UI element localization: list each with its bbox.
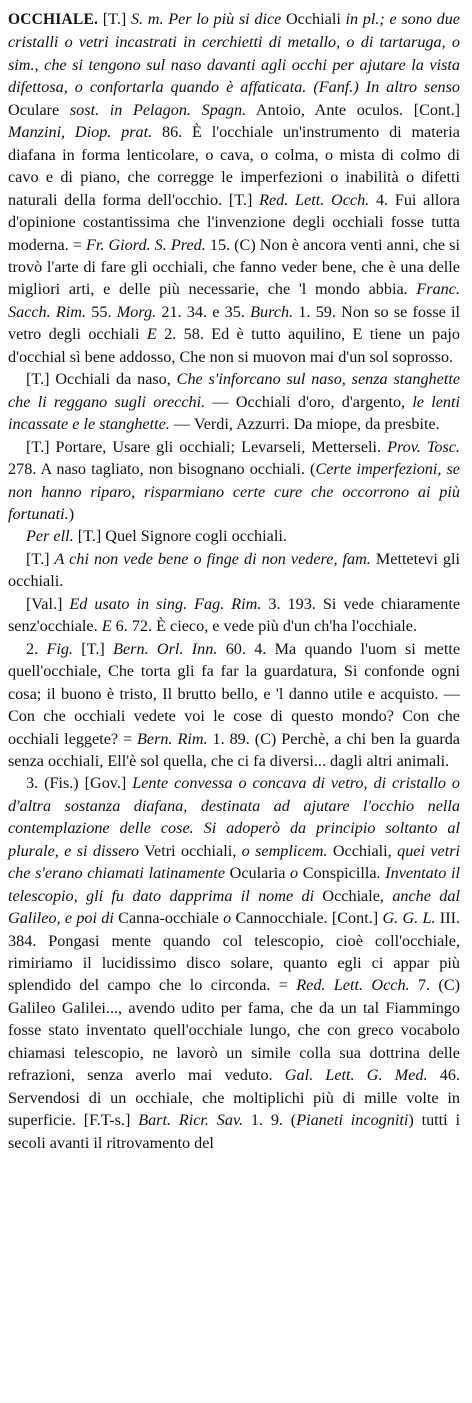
- text-run: 4. Fui allora d'opinione costantissima che l'invenzione degli occhiali fosse tutta moderna. =: [8, 190, 460, 254]
- text-run: Mettetevi gli occhiali.: [8, 549, 461, 591]
- italic-run: o: [290, 864, 299, 883]
- text-run: [Val.]: [26, 594, 70, 613]
- entry-definition: [8, 8, 460, 368]
- italic-run: anche dal Galileo, e poi di: [8, 886, 460, 928]
- text-run: ) tutti i secoli avanti il ritrovamento del: [8, 1111, 460, 1152]
- text-run: 55.: [86, 302, 117, 321]
- text-run: Ocularia: [225, 864, 291, 883]
- italic-run: in pl.; e sono due cristalli o vetri incastrati in cerchietti di metallo, o di tartaruga, o sim., che si tengono sul naso davanti agli occhi per ajutare la vista difettosa, o confortarla quando è affaticata. (Fanf.) In altro senso: [8, 10, 460, 97]
- italic-run: quei vetri che s'erano chiamati latinamente: [8, 841, 460, 883]
- text-run: 2. 58. Ed è tutto aquilino, E tiene un pajo d'occhial sì bene addosso, Che non si muovon mai d'un sol soprosso.: [8, 325, 460, 366]
- text-run: [T.]: [98, 10, 131, 28]
- italic-run: Lente convessa o concava di vetro, di cristallo o d'altra sostanza diafana, destinata ad ajutare l'occhio nella contemplazione delle cose. Si adoperò da principio soltanto al plurale, e si dissero: [8, 774, 461, 860]
- text-run: 15. (C) Non è ancora venti anni, che si trovò l'arte di fare gli occhiali, che fanno veder bene, che è una delle migliori arti, e delle più necessarie, che 'l mondo abbia.: [8, 235, 460, 299]
- text-run: 1. 89. (C) Perchè, a chi ben la guarda senza occhiali, Ell'è sol quella, che ci fa diversi... dagli altri animali.: [8, 729, 460, 770]
- italic-run: Inventato il telescopio, gli fu dato dapprima il nome di: [8, 864, 460, 905]
- italic-run: Fig.: [46, 639, 73, 658]
- italic-run: Ed usato in sing. Fag. Rim.: [69, 594, 262, 613]
- italic-run: Fr. Giord. S. Pred.: [85, 235, 206, 254]
- italic-run: o semplicem.: [241, 841, 328, 860]
- text-run: 3. (Fis.) [Gov.]: [26, 774, 133, 793]
- sense-per-ellissi: [8, 525, 460, 547]
- italic-run: Franc. Sacch. Rim.: [8, 280, 460, 321]
- text-run: Vetri occhiali,: [139, 841, 242, 860]
- italic-run: Pianeti incogniti: [296, 1111, 409, 1130]
- text-run: [T.] Portare, Usare gli occhiali; Levarseli, Metterseli.: [26, 437, 388, 456]
- text-run: 21. 34. e 35.: [156, 302, 251, 321]
- text-run: Occhiali,: [327, 841, 398, 860]
- text-run: 60. 4. Ma quando l'uom si mette quell'occhiale, Che torta gli fa far la guardatura, Si confonde ogni cosa; il buono è tristo, Il brutto bello, e 'l danno utile e acquisto. — Con che occhiali vedete voi le cose di questo mondo? Con che occhiali leggete? =: [8, 639, 461, 748]
- italic-run: Bart. Ricr. Sav.: [138, 1111, 244, 1130]
- text-run: Occhiali: [281, 10, 346, 28]
- dictionary-entry-occhiale: [8, 8, 460, 1154]
- headword: OCCHIALE.: [8, 11, 99, 28]
- text-run: Occhiale,: [314, 886, 393, 905]
- italic-run: Red. Lett. Occh.: [259, 190, 370, 209]
- text-run: [T.] Occhiali da naso,: [26, 370, 177, 389]
- sense-portare-usare: [8, 436, 460, 526]
- italic-run: Per ell.: [26, 527, 74, 546]
- text-run: 6. 72. È cieco, e vede più d'un ch'ha l'occhiale.: [111, 617, 417, 636]
- text-run: ): [68, 504, 75, 523]
- italic-run: Morg.: [116, 302, 157, 321]
- text-run: Cannocchiale. [Cont.]: [231, 909, 383, 928]
- sense-fisica: [8, 772, 460, 1154]
- italic-run: Manzini, Diop. prat.: [8, 123, 153, 142]
- text-run: Conspicilla.: [298, 864, 386, 883]
- italic-run: Certe imperfezioni, se non hanno riparo, risparmiano certe cure che occorrono ai più fortunati.: [8, 460, 460, 523]
- text-run: 2.: [26, 639, 47, 658]
- text-run: 86. È l'occhiale un'instrumento di materia diafana in forma lenticolare, o cava, o colma, o mista di colmo di cavo e di piano, che corregge le imperfezioni o inabilità o difetti naturali della forma dell'occhio. [T.]: [8, 123, 460, 209]
- sense-singolare: [8, 593, 460, 638]
- italic-run: o: [223, 909, 232, 928]
- text-run: — Occhiali d'oro, d'argento,: [205, 392, 413, 411]
- text-run: 3. 193. Si vede chiaramente senz'occhiale.: [8, 594, 461, 636]
- sense-figurato: [8, 638, 460, 773]
- sense-occhiali-da-naso: [8, 368, 460, 435]
- italic-run: S. m. Per lo più si dice: [130, 10, 282, 28]
- text-run: Antoio, Ante oculos. [Cont.]: [246, 100, 461, 119]
- text-run: Oculare: [8, 100, 70, 119]
- italic-run: A chi non vede bene o finge di non vedere, fam.: [54, 549, 371, 568]
- text-run: 1. 59. Non so se fosse il vetro degli occhiali: [8, 302, 461, 344]
- text-run: III. 384. Pongasi mente quando col telescopio, cioè coll'occhiale, rimiriamo il lucidissimo disco solare, quanto egli ci appar più splendido del campo che lo circonda. =: [8, 909, 461, 995]
- italic-run: Gal. Lett. G. Med.: [284, 1066, 428, 1085]
- text-run: Canna-occhiale: [113, 909, 224, 928]
- italic-run: E: [146, 325, 157, 344]
- text-run: [T.] Quel Signore cogli occhiali.: [73, 527, 287, 546]
- italic-run: Red. Lett. Occh.: [296, 976, 410, 995]
- italic-run: sost. in Pelagon. Spagn.: [69, 100, 247, 119]
- text-run: 46. Servendosi di un occhiale, che moltiplichi più di mille volte in superficie. [F.T-s.]: [8, 1066, 460, 1130]
- text-run: 278. A naso tagliato, non bisognano occhiali. (: [8, 460, 316, 479]
- italic-run: le lenti incassate e le stanghette.: [8, 392, 460, 434]
- sense-familiare: [8, 548, 460, 593]
- italic-run: Burch.: [250, 302, 294, 321]
- italic-run: E: [101, 617, 112, 636]
- italic-run: Bern. Orl. Inn.: [113, 639, 218, 658]
- text-run: [T.]: [72, 639, 114, 658]
- text-run: — Verdi, Azzurri. Da miope, da presbite.: [169, 415, 440, 434]
- italic-run: Che s'inforcano sul naso, senza stanghette che li reggano sugli orecchi.: [8, 370, 460, 411]
- text-run: [T.]: [26, 549, 55, 568]
- text-run: 1. 9. (: [243, 1111, 297, 1130]
- italic-run: Prov. Tosc.: [387, 437, 460, 456]
- text-run: 7. (C) Galileo Galilei..., avendo udito per fama, che da un tal Fiammingo fosse stato inventato quell'occhiale lungo, che con greco vocabolo chiamasi telescopio, ne lavorò un simile colla sua dottrina delle refrazioni, senza averlo mai veduto.: [8, 976, 461, 1085]
- italic-run: G. G. L.: [382, 909, 436, 928]
- italic-run: Bern. Rim.: [137, 729, 208, 748]
